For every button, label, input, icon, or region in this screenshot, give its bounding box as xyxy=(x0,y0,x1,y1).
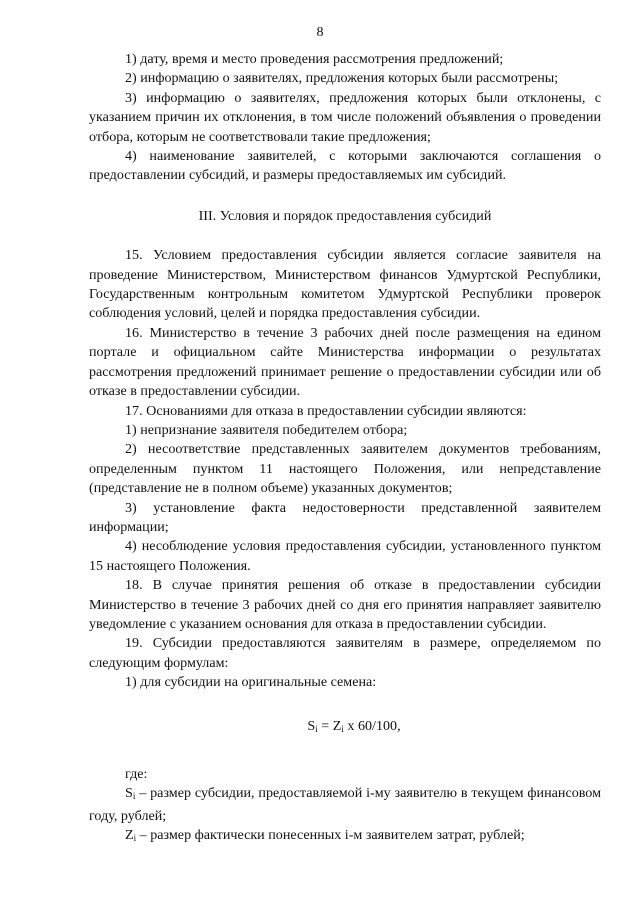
definition-z-text: – размер фактически понесенных i-м заявителем затрат, рублей; xyxy=(136,827,525,844)
paragraph-17-item-3: 3) установление факта недостоверности представленной заявителем информации; xyxy=(89,499,601,535)
definition-z-symbol: Z xyxy=(125,827,134,844)
paragraph-19: 19. Субсидии предоставляются заявителям в размере, определяемом по следующим формулам: xyxy=(89,635,601,671)
definition-s xyxy=(89,784,601,826)
paragraph-18: 18. В случае принятия решения об отказе в предоставлении субсидии Министерство в течение 3 рабочих дней со дня его принятия направляет заявителю уведомление с указанием основания для отказа в предоставлении субсидии. xyxy=(89,577,601,632)
paragraph-16: 16. Министерство в течение 3 рабочих дней после размещения на едином портале и официальном сайте Министерства информации о результатах рассмотрения предложений принимает решение о предоставлении субсидии или об отказе в предоставлении субсидии. xyxy=(89,324,601,400)
formula-equals: = xyxy=(317,717,333,734)
definition-s-symbol: S xyxy=(125,785,133,802)
list-item-considered-applicants: 2) информацию о заявителях, предложения которых были рассмотрены; xyxy=(125,70,559,87)
formula-s-subscript: i xyxy=(315,723,318,734)
paragraph-19-item-1: 1) для субсидии на оригинальные семена: xyxy=(125,674,377,691)
formula-rest: x 60/100, xyxy=(343,717,401,734)
definition-s-text: – размер субсидии, предоставляемой i-му заявителю в текущем финансовом году, рублей; xyxy=(89,785,601,824)
list-item-rejected-applicants: 3) информацию о заявителях, предложения которых были отклонены, с указанием причин их отклонения, в том числе положений объявления о проведении отбора, которым не соответствовали такие предложения; xyxy=(89,89,601,145)
where-label: где: xyxy=(125,766,148,782)
paragraph-17-item-2: 2) несоответствие представленных заявителем документов требованиям, определенным пунктом 11 настоящего Положения, или непредставление (представление не в полном объеме) указанных документов; xyxy=(89,441,601,497)
paragraph-15: 15. Условием предоставления субсидии является согласие заявителя на проведение Министерством, Министерством финансов Удмуртской Республики, Государственным контрольным комитетом Удмуртской Республики проверок соблюдения условий, целей и порядка предоставления субсидии. xyxy=(89,247,601,322)
definition-z-subscript: i xyxy=(133,833,137,844)
page-number: 8 xyxy=(316,25,324,40)
formula-z-subscript: i xyxy=(341,723,344,734)
list-item-date-time-place: 1) дату, время и место проведения рассмотрения предложений; xyxy=(125,51,504,67)
paragraph-17: 17. Основаниями для отказа в предоставлении субсидии являются: xyxy=(125,402,527,419)
formula-s-symbol: S xyxy=(307,717,316,734)
list-item-agreement-applicants: 4) наименование заявителей, с которыми заключаются соглашения о предоставлении субсидий, и размеры предоставляемых им субсидий. xyxy=(89,148,601,184)
definition-s-subscript: i xyxy=(132,791,136,802)
paragraph-17-item-4: 4) несоблюдение условия предоставления субсидии, установленного пунктом 15 настоящего Положения. xyxy=(89,538,601,574)
paragraph-17-item-1: 1) непризнание заявителя победителем отбора; xyxy=(125,421,408,438)
formula-z-symbol: Z xyxy=(332,717,342,734)
document-body xyxy=(89,50,601,849)
section-heading: III. Условия и порядок предоставления субсидий xyxy=(198,207,492,224)
definition-z xyxy=(89,826,601,848)
formula-original-seeds xyxy=(89,717,601,739)
